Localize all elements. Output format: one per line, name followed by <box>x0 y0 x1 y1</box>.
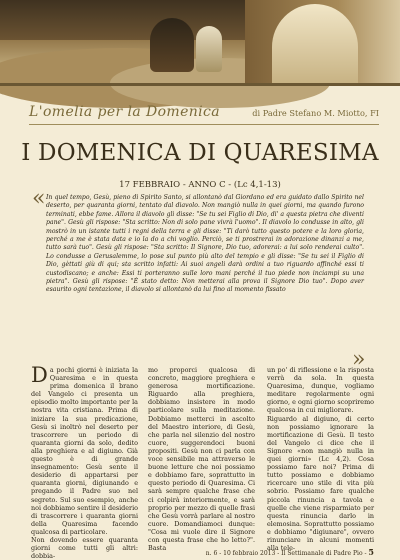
footer-issue: n. 6 - 10 febbraio 2013 - Il Settimanale di Padre Pio - <box>205 550 367 557</box>
body-column-1-text: a pochi giorni è iniziata la Quaresima e in questa prima domenica il brano del Vangelo ci presenta un episodio molto importante per la nostra vita cristiana. Prima di iniziare la sua predicazione, Gesù si inoltrò nel deserto per trascorrere un periodo di quaranta giorni da solo, dedito alla preghiera e al digiuno. Già questo è di grande insegnamento: Gesù sente il desiderio di appartarsi per quaranta giorni, digiunando e pregando il Padre suo nel segreto. Sul suo esempio, anche noi dobbiamo sentire il desiderio di trascorrere i quaranta giorni della Quaresima facendo qualcosa di particolare. Non dovendo essere quaranta giorni come tutti gli altri: dobbia- <box>31 366 138 560</box>
drop-cap: D <box>31 363 48 387</box>
page-footer <box>206 547 374 557</box>
header-photo <box>0 0 400 83</box>
body-column-3 <box>267 366 374 553</box>
body-column-2-text: mo proporci qualcosa di concreto, maggiore preghiera e generosa mortificazione. Riguardo alla preghiera, dobbiamo insistere in modo particolare sulla meditazione. Dobbiamo metterci in ascolto del Maestro interiore, di Gesù, che parla nel silenzio del nostro cuore, suggerendoci buoni propositi. Gesù non ci parla con voce sensibile ma attraverso le buone letture che noi possiamo e dobbiamo fare, soprattutto in questo periodo di Quaresima. Ci sarà sempre qualche frase che ci colpirà interiormente, e sarà proprio per mezzo di quelle frasi che Gesù vorrà parlare al nostro cuore. Domandiamoci dunque: "Cosa mi vuole dire il Signore con questa frase che ho letto?". Basta <box>148 366 255 553</box>
section-divider <box>29 124 379 125</box>
section-title: L'omelia per la Domenica <box>29 104 221 120</box>
jesus-figure <box>150 18 194 72</box>
gospel-quote <box>46 194 364 295</box>
gospel-quote-text: In quel tempo, Gesù, pieno di Spirito Santo, si allontanò dal Giordano ed era guidato dallo Spirito nel deserto, per quaranta giorni, tentato dal diavolo. Non mangiò nulla in quei giorni, ma quando furono terminati, ebbe fame. Allora il diavolo gli disse: "Se tu sei Figlio di Dio, di' a questa pietra che diventi pane". Gesù gli rispose: "Sta scritto: Non di solo pane vivrà l'uomo". Il diavolo lo condusse in alto, gli mostrò in un istante tutti i regni della terra e gli disse: "Ti darò tutto questo potere e la loro gloria, perché a me è stata data e io la do a chi voglio. Perciò, se ti prostrerai in adorazione dinanzi a me, tutto sarà tuo". Gesù gli rispose: "Sta scritto: Il Signore, Dio tuo, adorerai: a lui solo renderai culto". Lo condusse a Gerusalemme, lo pose sul punto più alto del tempio e gli disse: "Se tu sei il Figlio di Dio, gèttati giù di qui; sta scritto infatti: Ai suoi angeli darà ordini a tuo riguardo affinché essi ti custodiscano; e anche: Essi ti porteranno sulle loro mani perché il tuo piede non inciampi su una pietra". Gesù gli rispose: "È stato detto: Non metterai alla prova il Signore Dio tuo". Dopo aver esaurito ogni tentazione, il diavolo si allontanò da lui fino al momento fissato <box>46 194 364 294</box>
article-title: I DOMENICA DI QUARESIMA <box>21 140 379 166</box>
quote-close-mark: » <box>352 347 366 372</box>
body-column-3-text: un po' di riflessione e la risposta verrà da sola. In questa Quaresima, dunque, vogliamo meditare regolarmente ogni giorno, e ogni giorno scopriremo qualcosa in cui migliorare. Riguardo al digiuno, di certo non possiamo ignorare la mortificazione di Gesù. Il testo del Vangelo ci dice che il Signore «non mangiò nulla in quei giorni» (Lc 4,2). Cosa possiamo fare noi? Prima di tutto possiamo e dobbiamo ricercare uno stile di vita più sobrio. Possiamo fare qualche piccola rinuncia a tavola e quelle che viene risparmiato per questa rinuncia darlo in elemosina. Soprattutto possiamo e dobbiamo "digiunare", ovvero rinunciare in alcuni momenti alla tele- <box>267 366 374 553</box>
section-header <box>29 100 379 126</box>
author-byline: di Padre Stefano M. Miotto, FI <box>252 108 379 118</box>
body-column-1 <box>31 363 138 560</box>
page-number: 5 <box>368 547 374 557</box>
devil-figure <box>196 26 222 72</box>
quote-open-mark: « <box>32 186 46 211</box>
header-rule <box>0 83 400 86</box>
article-subtitle: 17 FEBBRAIO - ANNO C - (Lc 4,1-13) <box>119 180 281 190</box>
body-column-2 <box>148 366 255 553</box>
